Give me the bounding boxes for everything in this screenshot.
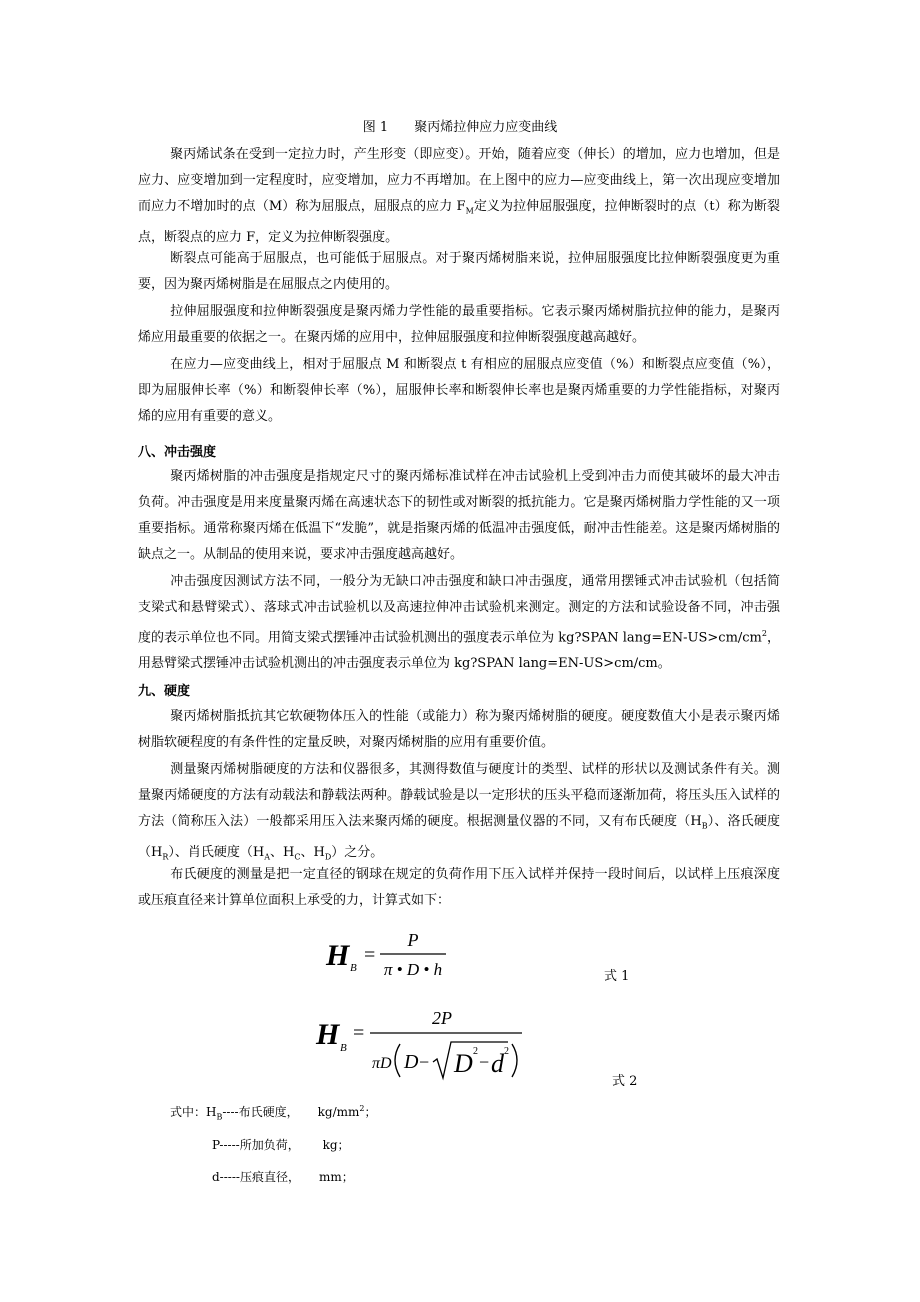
svg-text:−: −	[419, 1052, 430, 1072]
eq1-denominator: π • D • h	[383, 960, 443, 979]
equation-2-label: 式 2	[612, 1074, 638, 1089]
svg-text:=: =	[353, 1022, 365, 1044]
eq1-numerator: P	[407, 930, 419, 950]
paragraph-tensile-importance: 拉伸屈服强度和拉伸断裂强度是聚丙烯力学性能的最重要指标。它表示聚丙烯树脂抗拉伸的能力，是聚丙烯应用最重要的依据之一。在聚丙烯的应用中，拉伸屈服强度和拉伸断裂强度越高越好。	[138, 304, 780, 345]
paragraph-impact-methods: 冲击强度因测试方法不同，一般分为无缺口冲击强度和缺口冲击强度，通常用摆锤式冲击试验机（包括简支梁式和悬臂梁式）、落球式冲击试验机以及高速拉伸冲击试验机来测定。测定的方法和试验设备不同，冲击强度的表示单位也不同。用简支梁式摆锤冲击试验机测出的强度表示单位为 kg?SPAN $lang=EN-US>cm/cm^2$，用悬臂梁式摆锤冲击试验机测出的冲击强度表示单位为 kg?SPAN lang=EN-US>cm/cm。	[138, 574, 780, 672]
eq2-sub: B	[340, 1042, 347, 1054]
svg-text:−: −	[479, 1052, 490, 1072]
eq2-numerator: 2P	[432, 1008, 452, 1028]
svg-text:=: =	[364, 944, 376, 966]
paragraph-break-vs-yield: 断裂点可能高于屈服点，也可能低于屈服点。对于聚丙烯树脂来说，拉伸屈服强度比拉伸断裂强度更为重要，因为聚丙烯树脂是在屈服点之内使用的。	[138, 251, 780, 292]
svg-text:d: d	[491, 1049, 504, 1078]
figure-title: 聚丙烯拉伸应力应变曲线	[414, 120, 558, 135]
svg-text:πD: πD	[372, 1055, 392, 1072]
eq1-sub: B	[350, 962, 357, 974]
equation-1	[320, 925, 460, 987]
eq1-H: H	[326, 939, 350, 972]
heading-hardness: 九、硬度	[138, 684, 191, 699]
svg-text:2: 2	[504, 1046, 509, 1057]
legend-line-d: d-----压痕直径， mm；	[212, 1170, 354, 1184]
legend-line-p: P-----所加负荷， kg；	[212, 1138, 350, 1152]
paragraph-hardness-methods: 测量聚丙烯树脂硬度的方法和仪器很多，其测得数值与硬度计的类型、试样的形状以及测试条件有关。测量聚丙烯硬度的方法有动载法和静载法两种。静载试验是以一定形状的压头平稳而逐渐加荷，将压头压入试样的方法（简称压入法）一般都采用压入法来聚丙烯的硬度。根据测量仪器的不同，又有布氏硬度$(H_B)$、洛氏硬度$(H_R)$、肖氏硬度（$H_A$、$H_C$、$H_D$）之分。	[138, 762, 780, 862]
paragraph-elongation: 在应力—应变曲线上，相对于屈服点 M 和断裂点 t 有相应的屈服点应变值（%）和断裂点应变值（%），即为屈服伸长率（%）和断裂伸长率（%），屈服伸长率和断裂伸长率也是聚丙烯重要的力学性能指标，对聚丙烯的应用有重要的意义。	[138, 357, 780, 424]
figure-caption	[0, 116, 920, 135]
paragraph-hardness-definition: 聚丙烯树脂抵抗其它软硬物体压入的性能（或能力）称为聚丙烯树脂的硬度。硬度数值大小是表示聚丙烯树脂软硬程度的有条件性的定量反映，对聚丙烯树脂的应用有重要价值。	[138, 709, 780, 750]
eq2-H: H	[316, 1018, 340, 1051]
heading-impact-strength: 八、冲击强度	[138, 445, 217, 460]
svg-text:D: D	[404, 1051, 419, 1073]
legend-line-hb: 式中：$H_B----$布氏硬度， $kg/mm^2$；	[170, 1104, 377, 1122]
paragraph-tensile-definition: 聚丙烯试条在受到一定拉力时，产生形变（即应变）。开始，随着应变（伸长）的增加，应力也增加，但是应力、应变增加到一定程度时，应变增加，应力不再增加。在上图中的应力—应变曲线上，第一次出现应变增加而应力不增加时的点（M）称为屈服点，屈服点的应力 $F_M$定义为拉伸屈服强度，拉伸断裂时的点（t）称为断裂点，断裂点的应力 F，定义为拉伸断裂强度。	[138, 147, 780, 245]
svg-text:2: 2	[473, 1046, 478, 1057]
equation-2	[312, 1000, 532, 1088]
paragraph-impact-definition: 聚丙烯树脂的冲击强度是指规定尺寸的聚丙烯标准试样在冲击试验机上受到冲击力而使其破坏的最大冲击负荷。冲击强度是用来度量聚丙烯在高速状态下的韧性或对断裂的抵抗能力。它是聚丙烯树脂力学性能的又一项重要指标。通常称聚丙烯在低温下“发脆”，就是指聚丙烯的低温冲击强度低，耐冲击性能差。这是聚丙烯树脂的缺点之一。从制品的使用来说，要求冲击强度越高越好。	[138, 469, 780, 562]
paragraph-brinell: 布氏硬度的测量是把一定直径的钢球在规定的负荷作用下压入试样并保持一段时间后，以试样上压痕深度或压痕直径来计算单位面积上承受的力，计算式如下：	[138, 867, 780, 908]
equation-1-label: 式 1	[604, 969, 630, 984]
figure-number: 图 1	[362, 120, 389, 135]
svg-text:D: D	[454, 1049, 473, 1078]
